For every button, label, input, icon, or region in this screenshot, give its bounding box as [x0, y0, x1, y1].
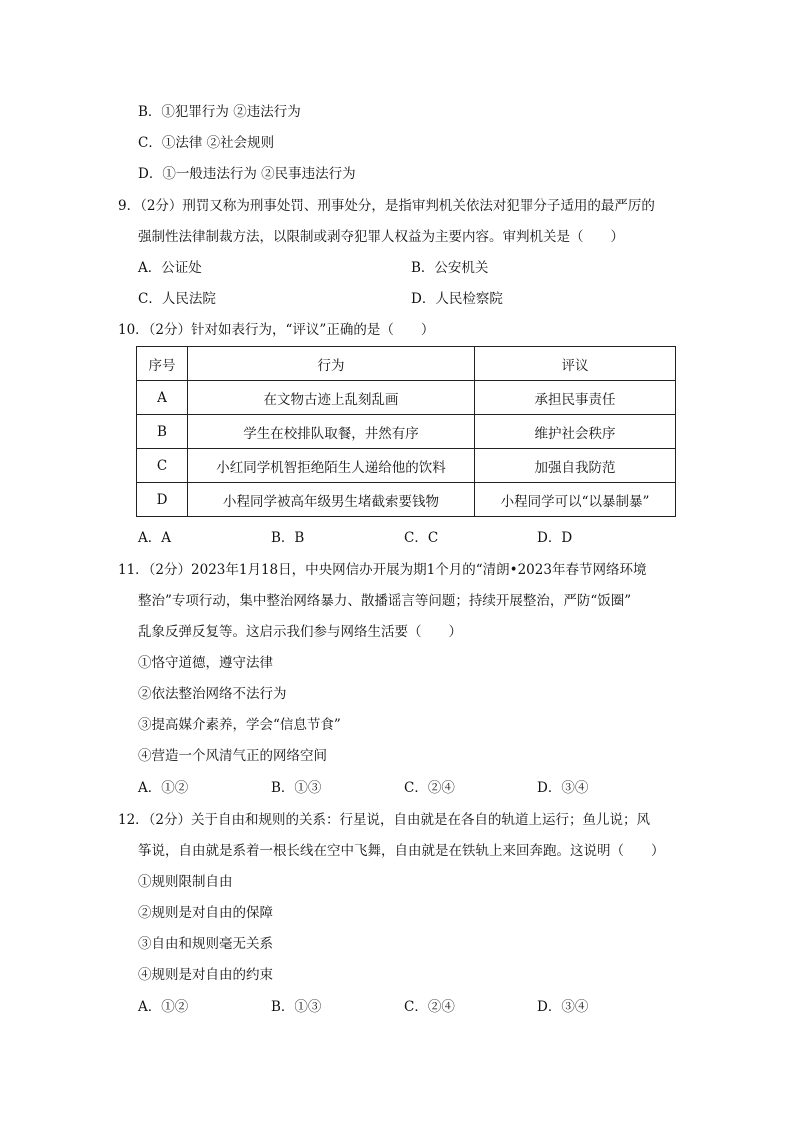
q10-stem: 10．（2分）针对如表行为，“评议”正确的是（ ） — [118, 322, 435, 338]
q12-option-d: D．③④ — [537, 999, 589, 1015]
q11-item-3: ③提高媒介素养，学会“信息节食” — [138, 717, 341, 733]
q11-item-1: ①恪守道德，遵守法律 — [138, 655, 273, 671]
q12-item-4: ④规则是对自由的约束 — [138, 967, 273, 983]
table-header-cell: 序号 — [137, 347, 188, 381]
q11-stem-line1: 11．（2分）2023年1月18日，中央网信办开展为期1个月的“清朗•2023年春节网络环境 — [118, 562, 647, 578]
q9-option-a: A．公证处 — [138, 260, 202, 276]
q12-item-1: ①规则限制自由 — [138, 874, 233, 890]
q12-stem-line2: 筝说，自由就是系着一根长线在空中飞舞，自由就是在铁轨上来回奔跑。这说明（ ） — [138, 843, 665, 859]
q10-table — [136, 346, 676, 517]
q10-option-a: A．A — [138, 530, 171, 546]
q11-stem-line2: 整治”专项行动，集中整治网络暴力、散播谣言等问题；持续开展整治，严防“饭圈” — [138, 593, 632, 609]
q11-stem-line3: 乱象反弹反复等。这启示我们参与网络生活要（ ） — [138, 624, 462, 640]
table-cell: D — [137, 483, 188, 517]
q10-options-row — [138, 528, 572, 548]
table-cell: 小程同学被高年级男生堵截索要钱物 — [188, 483, 475, 517]
q12-option-b: B．①③ — [271, 999, 322, 1015]
q12-item-2: ②规则是对自由的保障 — [138, 905, 273, 921]
q10-option-d: D．D — [537, 530, 573, 546]
q12-stem-line1: 12．（2分）关于自由和规则的关系：行星说，自由就是在各自的轨道上运行；鱼儿说；风 — [118, 812, 651, 828]
q10-option-c: C．C — [404, 530, 439, 546]
q12-option-c: C．②④ — [404, 999, 455, 1015]
table-row — [137, 415, 676, 449]
table-cell: 承担民事责任 — [475, 381, 676, 415]
table-cell: 维护社会秩序 — [475, 415, 676, 449]
q11-item-4: ④营造一个风清气正的网络空间 — [138, 748, 327, 764]
table-cell: 加强自我防范 — [475, 449, 676, 483]
q11-item-2: ②依法整治网络不法行为 — [138, 686, 287, 702]
q8-option-c: C．①法律 ②社会规则 — [138, 135, 275, 151]
q9-option-c: C．人民法院 — [138, 291, 216, 307]
q9-options-row1 — [138, 258, 488, 278]
q9-option-d: D．人民检察院 — [411, 291, 503, 307]
table-cell: 小程同学可以“以暴制暴” — [475, 483, 676, 517]
q8-option-d: D．①一般违法行为 ②民事违法行为 — [138, 166, 356, 182]
q11-option-a: A．①② — [138, 780, 189, 796]
table-cell: C — [137, 449, 188, 483]
q9-stem-line2: 强制性法律制裁方法，以限制或剥夺犯罪人权益为主要内容。审判机关是（ ） — [138, 229, 624, 245]
q11-option-d: D．③④ — [537, 780, 589, 796]
table-cell: A — [137, 381, 188, 415]
q9-options-row2 — [138, 289, 503, 309]
q9-option-b: B．公安机关 — [411, 260, 489, 276]
table-row — [137, 381, 676, 415]
table-header-cell: 评议 — [475, 347, 676, 381]
table-cell: 小红同学机智拒绝陌生人递给他的饮料 — [188, 449, 475, 483]
q10-option-b: B．B — [271, 530, 305, 546]
q12-option-a: A．①② — [138, 999, 189, 1015]
table-cell: 学生在校排队取餐，井然有序 — [188, 415, 475, 449]
table-row — [137, 483, 676, 517]
q8-option-b: B．①犯罪行为 ②违法行为 — [138, 104, 301, 120]
table-cell: B — [137, 415, 188, 449]
table-row — [137, 449, 676, 483]
q9-stem-line1: 9．（2分）刑罚又称为刑事处罚、刑事处分，是指审判机关依法对犯罪分子适用的最严厉的 — [118, 198, 655, 214]
q12-item-3: ③自由和规则毫无关系 — [138, 936, 273, 952]
table-cell: 在文物古迹上乱刻乱画 — [188, 381, 475, 415]
table-header-cell: 行为 — [188, 347, 475, 381]
table-header-row — [137, 347, 676, 381]
q11-option-b: B．①③ — [271, 780, 322, 796]
q11-options-row — [138, 778, 588, 798]
q11-option-c: C．②④ — [404, 780, 455, 796]
q12-options-row — [138, 997, 588, 1017]
